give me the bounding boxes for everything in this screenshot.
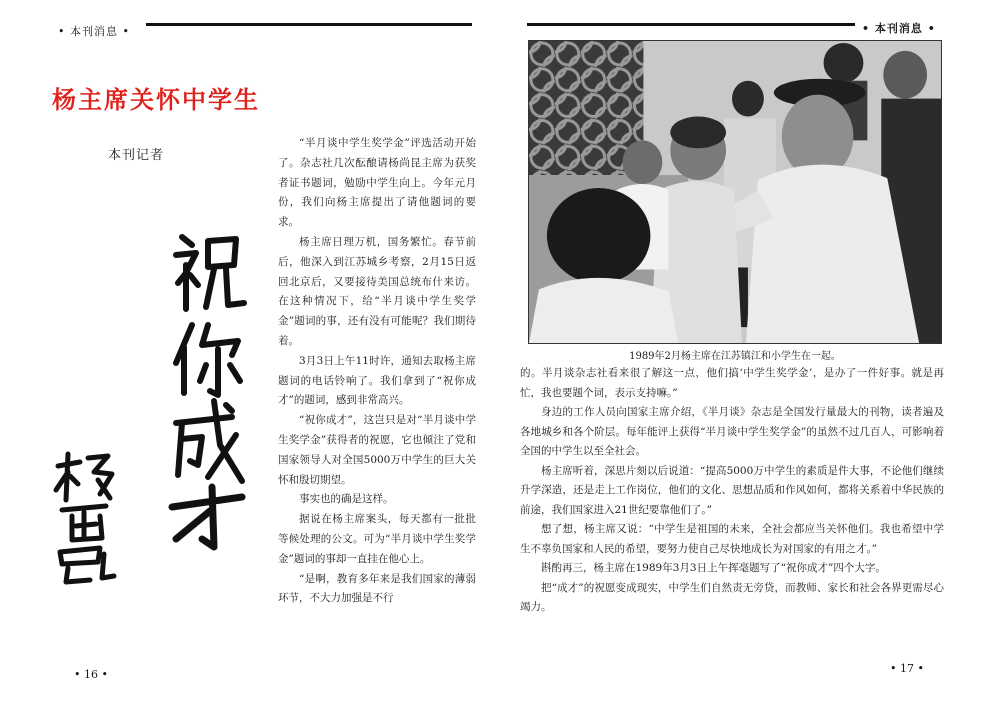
paragraph: 想了想，杨主席又说：“中学生是祖国的未来，全社会都应当关怀他们。我也希望中学生不辜负国家和人民的希望，要努力使自己尽快地成长为对国家的有用之才。”	[520, 523, 944, 555]
right-page-number: • 17 •	[890, 662, 924, 675]
left-page-number: • 16 •	[74, 668, 108, 681]
calligraphy-inscription	[162, 225, 252, 555]
right-header-label: • 本刊消息 •	[862, 22, 936, 35]
paragraph: 把“成才”的祝愿变成现实，中学生们自然责无旁贷，而教师、家长和社会各界更需尽心竭力。	[520, 581, 944, 613]
paragraph: 3月3日上午11时许，通知去取杨主席题词的电话铃响了。我们拿到了“祝你成才”的题词，感到非常高兴。	[278, 354, 476, 407]
paragraph: “半月谈中学生奖学金”评选活动开始了。杂志社几次酝酿请杨尚昆主席为获奖者证书题词，勉励中学生向上。今年元月份，我们向杨主席提出了请他题词的要求。	[278, 137, 476, 229]
paragraph: 的。半月谈杂志社看来很了解这一点，他们搞‘中学生奖学金’，是办了一件好事。就是再忙，我也要题个词，表示支持嘛。”	[520, 367, 944, 399]
signature	[50, 450, 120, 585]
left-header-rule	[146, 23, 472, 26]
photo-caption: 1989年2月杨主席在江苏镇江和小学生在一起。	[629, 351, 841, 362]
paragraph: 斟酌再三，杨主席在1989年3月3日上午挥毫题写了“祝你成才”四个大字。	[541, 562, 886, 574]
right-header-rule	[527, 23, 855, 26]
right-article-column	[520, 364, 944, 618]
paragraph: 据说在杨主席案头，每天都有一批批等候处理的公文。可为“半月谈中学生奖学金”题词的事却一直挂在他心上。	[278, 513, 476, 565]
paragraph: 杨主席日理万机，国务繁忙。春节前后，他深入到江苏城乡考察，2月15日返回北京后，又要接待美国总统布什来访。在这种情况下，给“半月谈中学生奖学金”题词的事，还有没有可能呢？我们期待着。	[278, 235, 476, 347]
paragraph: “是啊，教育多年来是我们国家的薄弱环节，不大力加强是不行	[278, 572, 476, 605]
article-title: 杨主席关怀中学生	[52, 86, 260, 114]
left-article-column	[278, 134, 476, 609]
byline: 本刊记者	[108, 148, 165, 163]
article-photo	[528, 40, 942, 344]
paragraph: 杨主席听着，深思片刻以后说道：“提高5000万中学生的素质是件大事，不论他们继续升学深造，还是走上工作岗位，他们的文化、思想品质和作风如何，都将关系着中华民族的前途，我们国家进入21世纪要靠他们了。”	[520, 464, 944, 516]
paragraph: 身边的工作人员向国家主席介绍，《半月谈》杂志是全国发行量最大的刊物，读者遍及各地城乡和各个阶层。每年能评上获得“半月谈中学生奖学金”的虽然不过几百人，可影响着全国的中学生以至全社会。	[520, 406, 944, 457]
left-header-label: • 本刊消息 •	[58, 25, 130, 38]
paragraph: “祝你成才”，这岂只是对“半月谈中学生奖学金”获得者的祝愿，它也倾注了党和国家领导人对全国5000万中学生的巨大关怀和殷切期望。	[278, 414, 476, 486]
paragraph: 事实也的确是这样。	[299, 493, 394, 506]
